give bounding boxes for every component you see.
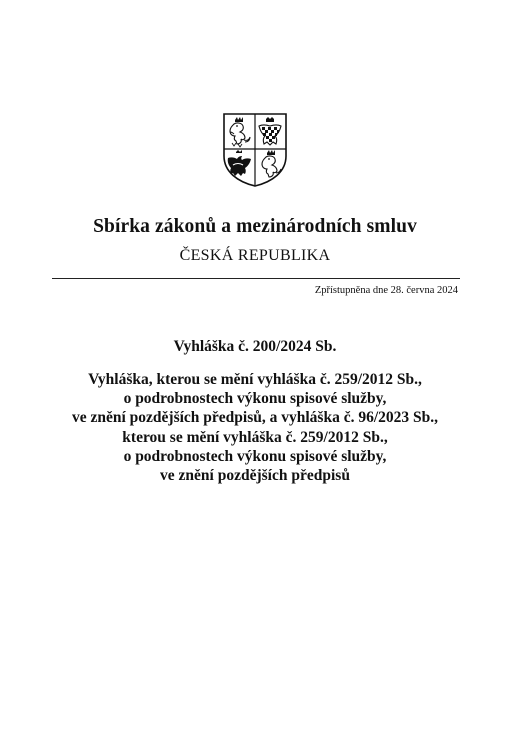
decree-title-line: kterou se mění vyhláška č. 259/2012 Sb.,: [122, 428, 388, 446]
decree-title: [40, 370, 470, 485]
publication-date: Zpřístupněna dne 28. června 2024: [314, 285, 458, 296]
decree-title-line: ve znění pozdějších předpisů: [160, 467, 350, 485]
header-divider: [52, 278, 460, 279]
czech-coat-of-arms-icon: [222, 112, 288, 188]
decree-title-line: ve znění pozdějších předpisů, a vyhláška č. 96/2023 Sb.,: [71, 409, 439, 427]
country-name: ČESKÁ REPUBLIKA: [179, 247, 331, 264]
decree-title-line: o podrobnostech výkonu spisové služby,: [123, 390, 387, 408]
decree-number: Vyhláška č. 200/2024 Sb.: [173, 338, 337, 355]
decree-title-line: Vyhláška, kterou se mění vyhláška č. 259/2012 Sb.,: [88, 371, 422, 388]
collection-title: Sbírka zákonů a mezinárodních smluv: [93, 216, 417, 237]
decree-title-line: o podrobnostech výkonu spisové služby,: [123, 447, 387, 465]
